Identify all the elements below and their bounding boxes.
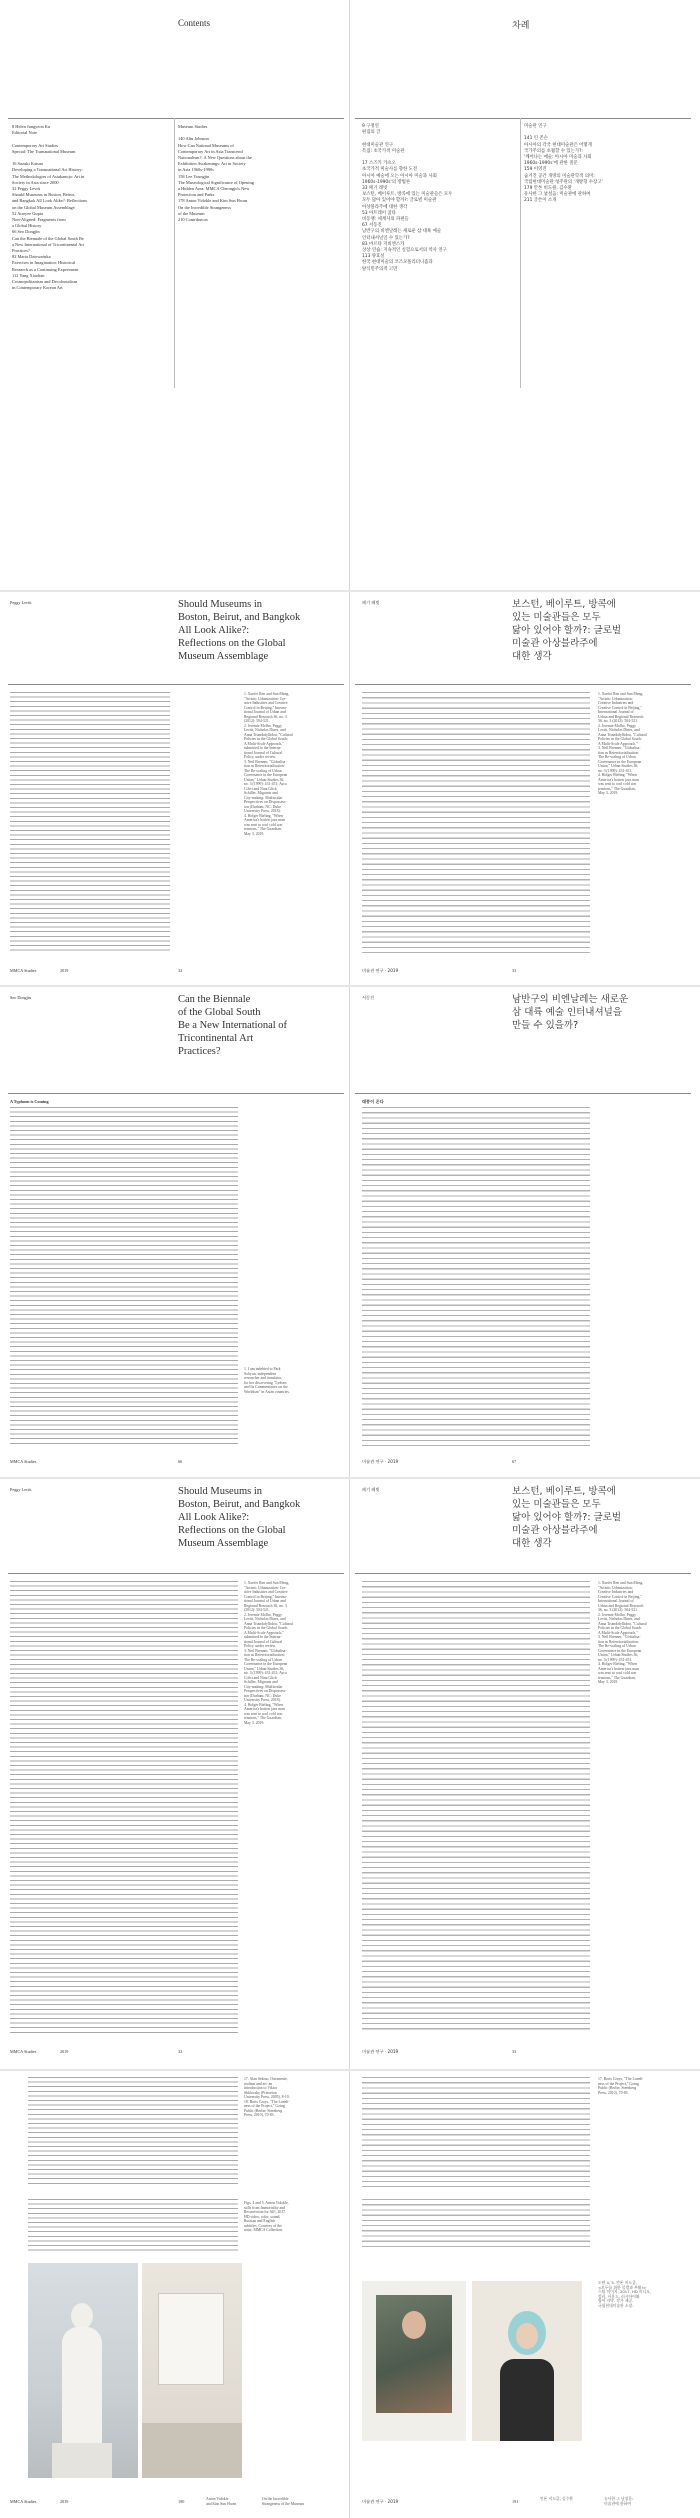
rule-left — [8, 684, 344, 685]
contents-rule-left — [8, 118, 344, 119]
contents-rule-right — [355, 118, 691, 119]
toc-ko-left: 9 구정연 편집의 글 현대미술관 연구 특집: 초국가적 미술관 17 스즈키 가츠오 초국가적 미술사를 향한 도전 아시아 예술에 오는 아시아 미술과 사회 1960s-1990s'의 방법론 33 페기 레빗 보스턴, 베이루트, 방콕에 있는 미술관들은 모두 모두 닮아 있어야 할까?: 글로벌 미술관 아상블라주에 대한 생각 53 아트레이 굽타 비동맹: 세계사의 파편들 67 서동진 남반구의 비엔날레는 새로운 삼 대륙 예술 인터내셔널일 수 있는가? 83 마르타 지비엔스카 상상 연습: 지속적인 실험으로서의 역사 연구 113 양효실 한국 현대미술의 코즈모폴리터니즘과 탈식민주의적 고민 — [362, 124, 453, 272]
footer-journal-ko: 미술관 연구 · 2019 — [362, 2499, 399, 2504]
person-body — [500, 2359, 554, 2441]
footer-page-190: 190 — [178, 2499, 185, 2504]
vidokle-body-ko-2 — [362, 2199, 590, 2251]
article-title-en: Should Museums in Boston, Beirut, and Bangkok All Look Alike?: Reflections on the Global Museum Assemblage — [178, 599, 301, 662]
vidokle-spread — [0, 2071, 700, 2518]
article-author-en: Peggy Levitt — [10, 600, 32, 605]
figure-room — [142, 2263, 242, 2478]
footnotes-ko: 1. Xuefei Ren and Sun Meng, "Artistic Urbanization: Creative Industries and Creative Control in Beijing," International Journal of Urban and Regional Research 36, no. 3 (2012): 504-521. 2. Jeremie Molho, Peggy Levitt, Nicholas Dines, and Anna Triandafyllidou, "Cultural Policies in the Global South: A Multi-Scale Approach." 3. Neil Brenner, "Globalisa- tion as Reterritorialisation: The Re-scaling of Urban Governance in the European Union," Urban Studies 36, no. 3 (1999): 431-451. 4. Holger Bieling, "When America's hottest jazz man was sent to cool cold war tensions," The Guardian, May 3, 2019. — [598, 1581, 647, 1684]
footer-journal-en: MMCA Studies — [10, 1459, 37, 1464]
vidokle-body-en-1 — [28, 2077, 238, 2187]
vidokle-caption-ko: 도판 4, 5. 안톤 비도클, <모두를 위한 불멸과 부활!> 스틸 이미지, 2017. HD 비디오, 컬러, 사운드, 러시아어와 영어 자막. 작가 제공. 국립현대미술관 소장. — [598, 2280, 652, 2308]
vidokle-caption-en: Figs. 4 and 5. Anton Vidokle, stills from Immortality and Resurrection for All!, 2017. HD video, color, sound, Russian and English subtitles. Courtesy of the artist. MMCA Collection. — [244, 2201, 289, 2232]
seo-body-en — [10, 1107, 238, 1447]
footnotes-en: 1. Xuefei Ren and Sun Meng, "Artistic Urbanization: Cre- ative Industries and Creative Control in Beijing," Interna- tional Journal of Urban and Regional Research 36, no. 3 (2012): 504-521. 2. Jeremie Molho, Peggy Levitt, Nicholas Dines, and Anna Triandafyllidou, "Cultural Policies in the Global South: A Multi-Scale Approach," submitted to the Interna- tional Journal of Cultural Policy, under review. 3. Neil Brenner, "Globalisa- tion as Reterritorialisation: The Re-scaling of Urban Governance in the European Union," Urban Studies 36, no. 3 (1999): 431-451; Ayca Ciftci and Nina Glick Schiller, Migrants and City-making: Multiscalar Perspectives on Dispossess- ion (Durham, NC: Duke University Press, 2018). 4. Holger Bieling, "When America's hottest jazz man was sent to cool cold war tensions," The Guardian, May 3, 2019. — [244, 1581, 293, 1725]
contents-spread — [0, 0, 700, 590]
seo-title-ko: 남반구의 비엔날레는 새로운 삼 대륙 예술 인터내셔널을 만들 수 있을까? — [512, 994, 629, 1031]
footer-page-67: 67 — [512, 1459, 517, 1464]
body-text-ko — [362, 1581, 590, 2033]
footer-page-32: 32 — [178, 968, 183, 973]
footer-year-en: 2019 — [60, 2499, 69, 2504]
seo-footnote-en: 1. I am indebted to Park Sohyun, independent researcher and translator, for her discovering "Lydsen and Its Commentaries on the Worldism" in Asian countries. — [244, 1367, 290, 1394]
figure-portrait-painting — [362, 2281, 466, 2441]
footer-journal-en: MMCA Studies — [10, 2499, 37, 2504]
toc-ko-right: 미술관 연구 141 린 존슨 아시아의 각국 현대미술관은 어떻게 국가주의를 초월할 수 있는가?: '깨어나는 예술: 아시아 미술과 사회 1960s-1990s'에 관한 질문 159 이영진 숨겨진 공간 개방의 미술관학적 의미: 국립현대미술관 청주관의 '개방형 수장고' 179 안톤 비도클, 김수환 유사한 그 낯설음: 미술관에 관하여 211 글쓴이 소개 — [524, 124, 603, 204]
seo-section-ko: 태풍이 온다 — [362, 1099, 384, 1104]
footer-page-33: 33 — [512, 2049, 517, 2054]
footer-page-191: 191 — [512, 2499, 519, 2504]
footer-year-en: 2019 — [60, 2049, 69, 2054]
col-divider-left — [174, 118, 175, 388]
seo-author-en: Seo Dongjin — [10, 995, 32, 1000]
spine — [349, 987, 350, 1477]
col-divider-right — [520, 118, 521, 388]
footnotes-ko: 1. Xuefei Ren and Sun Meng, "Artistic Urbanization: Creative Industries and Creative Control in Beijing," International Journal of Urban and Regional Research 36, no. 3 (2012): 504-521. 2. Jeremie Molho, Peggy Levitt, Nicholas Dines, and Anna Triandafyllidou, "Cultural Policies in the Global South: A Multi-Scale Approach." 3. Neil Brenner, "Globalisa- tion as Reterritorialisation: The Re-scaling of Urban Governance in the European Union," Urban Studies 36, no. 3 (1999): 431-451. 4. Holger Bieling, "When America's hottest jazz man was sent to cool cold war tensions," The Guardian, May 3, 2019. — [598, 692, 647, 795]
seo-spread — [0, 987, 700, 1477]
room-floor — [142, 2423, 242, 2478]
seo-section-en: A Typhoon is Coming — [10, 1099, 49, 1104]
article-title-en: Should Museums in Boston, Beirut, and Bangkok All Look Alike?: Reflections on the Global Museum Assemblage — [178, 1486, 301, 1549]
rule-right — [355, 1573, 691, 1574]
contents-title-ko: 차례 — [512, 20, 530, 30]
footer-page-33: 33 — [512, 968, 517, 973]
vidokle-notes-en: 17. Alan Sekino, Ostranenie, realism and art: an introduction to Viktor Shklovsky (Princeton University Press, 2005), 8-10. 18. Boris Groys, "The Loneli- ness of the Project," Going Public (Berlin: Sternberg Press, 2010), 70-83. — [244, 2077, 290, 2117]
painting-figure — [402, 2311, 426, 2339]
article-author-en: Peggy Levitt — [10, 1487, 32, 1492]
footer-journal-ko: 미술관 연구 · 2019 — [362, 968, 399, 973]
seo-author-ko: 서동진 — [362, 995, 375, 1000]
footer-journal-ko: 미술관 연구 · 2019 — [362, 1459, 399, 1464]
rule-left — [8, 1093, 344, 1094]
article-author-ko: 페기 레빗 — [362, 1487, 380, 1492]
spine — [349, 592, 350, 985]
article-title-ko: 보스턴, 베이루트, 방콕에 있는 미술관들은 모두 닮아 있어야 할까?: 글로벌 미술관 아상블라주에 대한 생각 — [512, 1486, 622, 1549]
footer-title-ko: 유사한 그 낯설음: 미술관에 관하여 — [604, 2496, 634, 2506]
sculpture-base — [52, 2443, 112, 2478]
sculpture-body — [62, 2327, 102, 2447]
footer-page-66: 66 — [178, 1459, 183, 1464]
seo-body-ko — [362, 1107, 590, 1447]
vidokle-body-en-2 — [28, 2199, 238, 2251]
body-text-ko — [362, 692, 590, 954]
sculpture-head — [71, 2303, 93, 2329]
article-author-ko: 페기 레빗 — [362, 600, 380, 605]
spine — [349, 0, 350, 590]
spine — [349, 2071, 350, 2518]
article-title-ko: 보스턴, 베이루트, 방콕에 있는 미술관들은 모두 닮아 있어야 할까?: 글로벌 미술관 아상블라주에 대한 생각 — [512, 599, 622, 662]
footer-year-en: 2019 — [60, 968, 69, 973]
footer-title-en: On the Incredible Strangeness of the Museum — [262, 2497, 305, 2506]
vidokle-notes-ko: 17. Boris Groys, "The Loneli- ness of the Project," Going Public (Berlin: Sternberg Press, 2010), 70-83. — [598, 2077, 644, 2095]
footer-journal-en: MMCA Studies — [10, 2049, 37, 2054]
contents-title-en: Contents — [178, 18, 211, 28]
footer-author-en: Anton Vidokle and Kim Sun Hwan — [206, 2497, 237, 2506]
figure-portrait-person — [472, 2281, 582, 2441]
footnotes-en: 1. Xuefei Ren and Sun Meng, "Artistic Urbanization: Cre- ative Industries and Creative Control in Beijing," Interna- tional Journal of Urban and Regional Research 36, no. 3 (2012): 504-521. 2. Jeremie Molho, Peggy Levitt, Nicholas Dines, and Anna Triandafyllidou, "Cultural Policies in the Global South: A Multi-Scale Approach," submitted to the Interna- tional Journal of Cultural Policy, under review. 3. Neil Brenner, "Globalisa- tion as Reterritorialisation: The Re-scaling of Urban Governance in the European Union," Urban Studies 36, no. 3 (1999): 431-451; Ayca Ciftci and Nina Glick Schiller, Migrants and City-making: Multiscalar Perspectives on Dispossess- ion (Durham, NC: Duke University Press, 2018). 4. Holger Bieling, "When America's hottest jazz man was sent to cool cold war tensions," The Guardian, May 3, 2019. — [244, 692, 293, 836]
rule-right — [355, 684, 691, 685]
body-text-en — [10, 1581, 238, 2033]
figure-sculpture — [28, 2263, 138, 2478]
levitt-spread-1 — [0, 592, 700, 985]
footer-journal-ko: 미술관 연구 · 2019 — [362, 2049, 399, 2054]
spine — [349, 1479, 350, 2069]
levitt-spread-2 — [0, 1479, 700, 2069]
person-face — [516, 2323, 538, 2349]
footer-journal-en: MMCA Studies — [10, 968, 37, 973]
toc-en-left: 8 Helen Jungyeon Ku Editorial Note Contemporary Art Studies Special: The Transnational Museum 16 Suzuki Katsuo Developing a Transnational Art History: The Methodologies of Asiakanojo: Art in Society in Asia since 2000 32 Peggy Levitt Should Museums in Boston, Beirut, and Bangkok All Look Alike?: Reflections on the Global Museum Assemblage 52 Atreyee Gupta Non-Aligned: Fragments from a Global History 66 Seo Dongjin Can the Biennale of the Global South Be a New International of Tricontinental Art Practices? 82 Marta Dziewańska Exercises in Imagination: Historical Research as a Continuing Experiment 112 Yang Xiaohan Cosmopolitanism and Decolonialism in Contemporary Korean Art — [12, 124, 87, 291]
vidokle-body-ko-1 — [362, 2077, 590, 2187]
footer-page-32: 32 — [178, 2049, 183, 2054]
room-window — [158, 2293, 224, 2385]
rule-right — [355, 1093, 691, 1094]
toc-en-right: Museum Studies 140 Alin Johnson How Can National Museums of Contemporary Art in Asia Transcend Nationalism?: A New Questions about the Exhibition Awakenings: Art in Society in Asia 1960s-1990s 158 Lee Youngjin The Museological Significance of Opening a Hidden Area: MMCA Cheongju's New Protection and Parks 178 Anton Vidokle and Kim Sun Hwan On the Incredible Strangeness of the Museum 210 Contributors — [178, 124, 254, 223]
rule-left — [8, 1573, 344, 1574]
footer-author-ko: 안톤 비도클, 김수환 — [540, 2496, 573, 2501]
seo-title-en: Can the Biennale of the Global South Be a New International of Tricontinental Art Practices? — [178, 994, 288, 1057]
